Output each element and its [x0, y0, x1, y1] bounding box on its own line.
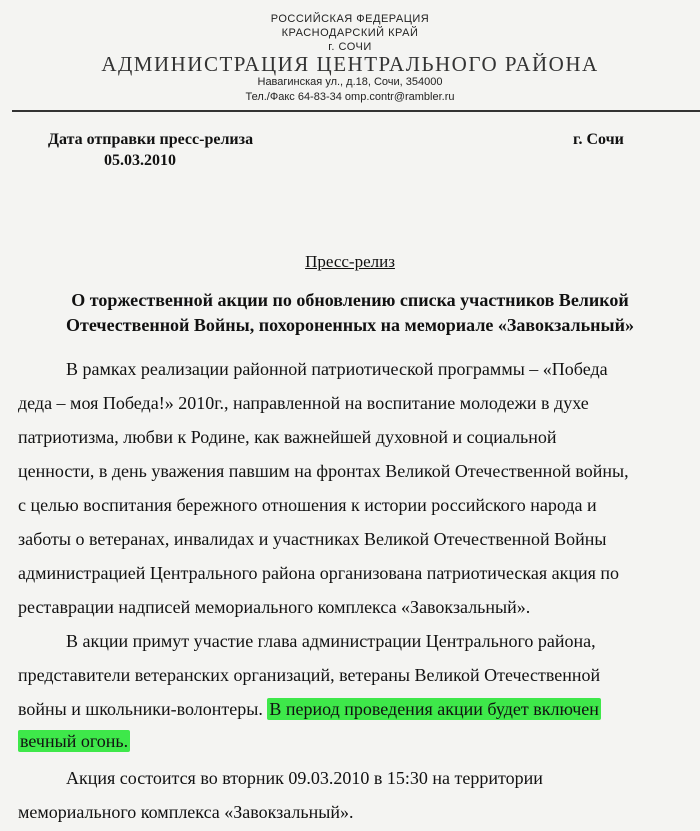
- p2-line-2: представители ветеранских организаций, ветераны Великой Отечественной: [18, 665, 601, 685]
- p1-line-7: администрацией Центрального района организована патриотическая акция по: [18, 563, 620, 583]
- p1-line-4: ценности, в день уважения павшим на фронтах Великой Отечественной войны,: [18, 461, 629, 481]
- press-release-headline: [20, 288, 680, 338]
- p2-line-1: В акции примут участие глава администрации Центрального района,: [66, 631, 596, 651]
- p2-line-3-text: войны и школьники-волонтеры.: [18, 699, 263, 719]
- p3-line-2: мемориального комплекса «Завокзальный».: [18, 802, 354, 822]
- letterhead-organization: АДМИНИСТРАЦИЯ ЦЕНТРАЛЬНОГО РАЙОНА: [101, 52, 599, 76]
- headline-line-1: О торжественной акции по обновлению списка участников Великой: [71, 290, 629, 310]
- date-value: 05.03.2010: [104, 152, 176, 169]
- p1-line-2: деда – моя Победа!» 2010г., направленной на воспитание молодежи в духе: [18, 393, 589, 413]
- p2-line-3: [18, 699, 601, 720]
- highlighted-text: В период проведения акции будет включен: [269, 699, 599, 719]
- letterhead-contact: Тел./Факс 64-83-34 omp.contr@rambler.ru: [245, 91, 455, 103]
- letterhead-divider: [12, 110, 700, 112]
- letterhead-country: РОССИЙСКАЯ ФЕДЕРАЦИЯ: [270, 13, 430, 25]
- p3-line-1: Акция состоится во вторник 09.03.2010 в 15:30 на территории: [66, 768, 543, 788]
- p1-line-6: заботы о ветеранах, инвалидах и участниках Великой Отечественной Войны: [18, 529, 607, 549]
- p1-line-3: патриотизма, любви к Родине, как важнейшей духовной и социальной: [18, 427, 557, 447]
- highlighted-text-continued: вечный огонь.: [20, 731, 129, 751]
- date-label: Дата отправки пресс-релиза: [48, 131, 254, 148]
- press-release-title: Пресс-релиз: [305, 252, 395, 271]
- letterhead-region: КРАСНОДАРСКИЙ КРАЙ: [281, 27, 419, 39]
- p1-line-1: В рамках реализации районной патриотической программы – «Победа: [66, 359, 608, 379]
- letterhead-address: Навагинская ул., д.18, Сочи, 354000: [257, 76, 443, 88]
- city-label: г. Сочи: [573, 131, 624, 148]
- headline-line-2: Отечественной Войны, похороненных на мемориале «Завокзальный»: [66, 315, 634, 335]
- p1-line-5: с целью воспитания бережного отношения к истории российского народа и: [18, 495, 597, 515]
- p1-line-8: реставрации надписей мемориального комплекса «Завокзальный».: [18, 597, 531, 617]
- letterhead-city: г. СОЧИ: [328, 41, 372, 53]
- p2-line-4: [18, 731, 130, 752]
